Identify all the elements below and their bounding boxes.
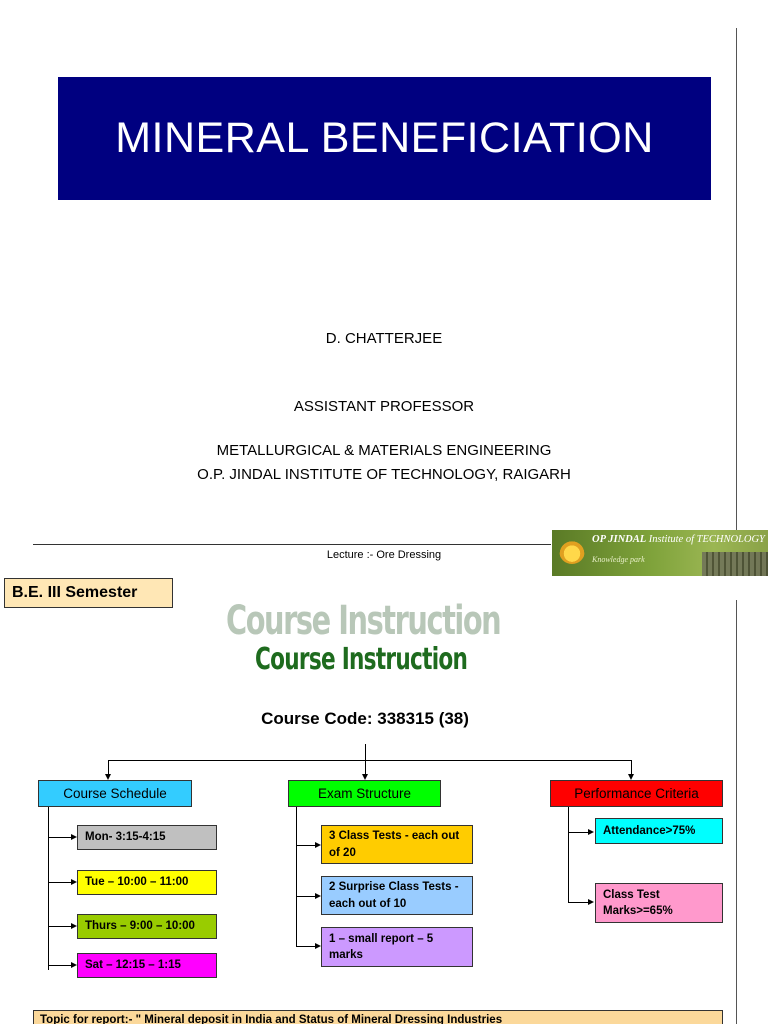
exam-branch [296, 946, 316, 947]
criteria-branch [568, 902, 589, 903]
slide-title: MINERAL BENEFICIATION [115, 114, 654, 162]
schedule-item: Thurs – 9:00 – 10:00 [77, 914, 217, 939]
schedule-spine [48, 807, 49, 970]
course-instruction-heading: Course Instruction [255, 642, 468, 677]
course-code: Course Code: 338315 (38) [261, 709, 469, 728]
schedule-item: Sat – 12:15 – 1:15 [77, 953, 217, 978]
slide2-right-border [736, 600, 737, 1024]
schedule-branch [48, 926, 72, 927]
schedule-item: Mon- 3:15-4:15 [77, 825, 217, 850]
author-position: ASSISTANT PROFESSOR [293, 398, 475, 415]
exam-branch [296, 845, 316, 846]
criteria-spine [568, 807, 569, 903]
lecture-footer: Lecture :- Ore Dressing [326, 549, 442, 561]
author-name: D. CHATTERJEE [325, 330, 443, 347]
report-topic: Topic for report:- " Mineral deposit in India and Status of Mineral Dressing Industries [33, 1010, 723, 1024]
schedule-item: Tue – 10:00 – 11:00 [77, 870, 217, 895]
schedule-branch [48, 882, 72, 883]
connector-drop-1 [108, 760, 109, 774]
heading-shadow-text: Course Instruction [226, 598, 501, 644]
course-schedule-header: Course Schedule [38, 780, 192, 807]
schedule-branch [48, 965, 72, 966]
logo-title: OP JINDAL Institute of TECHNOLOGY [592, 534, 765, 545]
schedule-branch [48, 837, 72, 838]
connector-trunk [365, 744, 366, 760]
connector-drop-2 [365, 760, 366, 774]
sun-emblem-icon [559, 538, 585, 564]
exam-branch [296, 896, 316, 897]
semester-badge: B.E. III Semester [4, 578, 173, 608]
exam-item: 1 – small report – 5 marks [321, 927, 473, 967]
department-name: METALLURGICAL & MATERIALS ENGINEERING [216, 442, 552, 459]
criteria-item: Class Test Marks>=65% [595, 883, 723, 923]
campus-building-image [702, 552, 768, 576]
connector-bar [108, 760, 631, 761]
logo-tagline: Knowledge park [592, 555, 645, 564]
institute-name: O.P. JINDAL INSTITUTE OF TECHNOLOGY, RAIGARH [197, 466, 571, 483]
arrow-right-icon [588, 899, 594, 905]
exam-spine [296, 807, 297, 947]
title-banner [58, 77, 711, 200]
criteria-branch [568, 832, 589, 833]
arrow-right-icon [588, 829, 594, 835]
institute-logo [552, 530, 768, 576]
exam-item: 2 Surprise Class Tests - each out of 10 [321, 876, 473, 915]
performance-criteria-header: Performance Criteria [550, 780, 723, 807]
connector-drop-3 [631, 760, 632, 774]
footer-rule [33, 544, 551, 545]
exam-structure-header: Exam Structure [288, 780, 441, 807]
criteria-item: Attendance>75% [595, 818, 723, 844]
exam-item: 3 Class Tests - each out of 20 [321, 825, 473, 864]
